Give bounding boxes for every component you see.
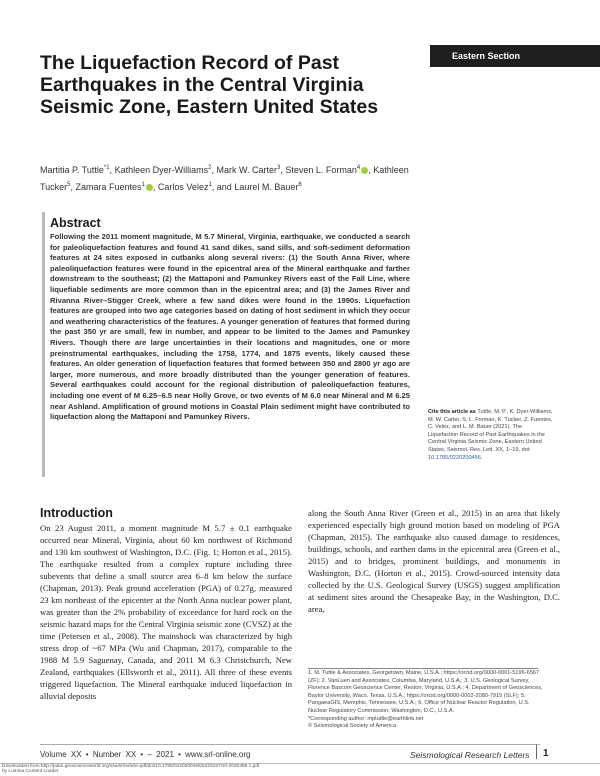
copyright: © Seismological Society of America <box>308 723 397 730</box>
author-name: Zamara Fuentes <box>75 181 142 192</box>
download-by: by Lumina Content Loader <box>2 769 59 775</box>
footer-divider <box>40 744 540 745</box>
author-affiliation-mark: 4 <box>356 165 361 171</box>
author-affiliation-mark: 2 <box>208 165 212 171</box>
author-affiliation-mark: 3 <box>276 165 281 171</box>
author-separator: , <box>368 165 374 175</box>
author-name: Martitia P. Tuttle <box>40 165 104 175</box>
author-affiliation-mark: 5 <box>67 181 71 188</box>
author-name: Kathleen Tucker <box>40 165 409 192</box>
author-name: Mark W. Carter <box>216 165 277 175</box>
citation-box <box>428 409 553 462</box>
journal-issue-info: Volume XX • Number XX • – 2021 • www.srl-online.org <box>40 750 251 759</box>
author-list <box>40 161 420 194</box>
section-label: Eastern Section <box>430 45 600 67</box>
introduction-heading: Introduction <box>40 506 113 520</box>
footnote-divider <box>308 668 538 669</box>
author-separator: , <box>70 181 76 192</box>
author-affiliation-mark: *1 <box>103 165 110 171</box>
download-url[interactable]: Downloaded from http://pubs.geoscienceworld.org/ssa/srl/article-pdf/doi/10.1785/0220200456/5323167/srl-2020456.1.pdf <box>2 764 260 769</box>
page-number-bar <box>536 745 537 759</box>
doi-link[interactable]: 10.1785/0220200456. <box>428 454 483 461</box>
author-separator: , <box>280 165 286 175</box>
author-affiliation-mark: 6 <box>298 181 302 188</box>
intro-column-2: along the South Anna River (Green et al., 2015) in an area that likely experienced especially high ground motion based on modeling of PGA (Chapman, 2015). The earthquake also caused damage to residences, buildings, schools, and earthen dams in the epicentral area (Green et al., 2015) and to bridges, prominent buildings, and monuments in Washington, D.C. (Horton et al., 2015). Crowd-sourced intensity data collected by the U.S. Geological Survey (USGS) suggest amplification at sediment sites around the Chesapeake Bay, in the Washington, D.C. area, <box>308 508 560 614</box>
author-name: Kathleen Dyer-Williams <box>114 165 209 175</box>
citation-label: Cite this article as <box>428 409 476 415</box>
citation-text: Tuttle, M. P., K. Dyer-Williams, M. W. Carter, S. L. Forman, K. Tucker, Z. Fuentes, C. Velez, and L. M. Bauer (2021). The Liquefaction Record of Past Earthquakes in the Central Virginia Seismic Zone, Eastern United States, Seismol. Res. Lett. XX, 1–19, <box>428 409 553 453</box>
author-separator: , <box>152 181 158 192</box>
footnotes <box>308 670 548 731</box>
author-affiliation-mark: 1 <box>141 181 145 188</box>
orcid-icon[interactable] <box>146 184 153 191</box>
page-number: 1 <box>543 748 549 759</box>
intro-column-1: On 23 August 2011, a moment magnitude M 5.7 ± 0.1 earthquake occurred near Mineral, Virginia, about 60 km northwest of Richmond and 130 km southwest of Washington, D.C. (Fig. 1; Horton et al., 2015). The earthquake resulted from a complex rupture including three subevents that define a small source area 6–8 km below the surface (Chapman, 2013). Peak ground acceleration (PGA) of 0.27g, measured 23 km northeast of the epicenter at the North Anna nuclear power plant, was greater than the 2% probability of exceedance for hard rock on the seismic hazard maps for the Central Virginia seismic zone (CVSZ) at the time (Petersen et al., 2008). The mainshock was characterized by high stress drop of ~67 MPa (Wu and Chapman, 2017), comparable to the 1988 M 5.9 Saguenay, Canada, and 2011 M 6.3 Christchurch, New Zealand, earthquakes (Ellsworth et al., 2011). All three of these events triggered liquefaction. The Mineral earthquake induced liquefaction in alluvial deposits <box>40 523 292 701</box>
affiliations: 1. M. Tuttle & Associates, Georgetown, Maine, U.S.A.; https://orcid.org/0000-0001-5196-6567 (ZF); 2. VanLuen and Associates, Columbia, Maryland, U.S.A.; 3. U.S. Geological Survey, Florence Bascom Geoscience Center, Reston, Virginia, U.S.A.; 4. Department of Geosciences, Baylor University, Waco, Texas, U.S.A.; https://orcid.org/0000-0002-2080-7915 (SLF); 5. PangaeaGIS, Memphis, Tennessee, U.S.A.; 6. Office of Nuclear Reactor Regulation, U.S. Nuclear Regulatory Commission, Washington, D.C., U.S.A. <box>308 670 543 714</box>
author-separator: , <box>211 165 217 175</box>
author-separator: , and <box>211 181 235 192</box>
author-name: Laurel M. Bauer <box>234 181 299 192</box>
article-title: The Liquefaction Record of Past Earthquakes in the Central Virginia Seismic Zone, Eastern United States <box>40 52 379 118</box>
author-affiliation-mark: 1 <box>208 181 212 188</box>
abstract-heading: Abstract <box>50 216 101 230</box>
abstract-text: Following the 2011 moment magnitude, M 5.7 Mineral, Virginia, earthquake, we conducted a search for paleoliquefaction features and found 41 sand dikes, sand sills, and soft-sediment deformation features at 24 sites exposed in cutbanks along several rivers: (1) the South Anna River, where paleoliquefaction features were found in the epicentral area of the Mineral earthquake and farther downstream to the southeast; (2) the Mattaponi and Pamunkey Rivers east of the Fall Line, where liquefiable sediments are more common than in the epicentral area; and (3) the James River and Rivanna River–Stigger Creek, where a few sand dikes were found in the 1990s. Liquefaction features are grouped into two age categories based on dating of host sediment in which they occur and weathering characteristics of the features. A younger generation of features that formed during the past 350 yr are small, few in number, and appear to be limited to the James and Pamunkey Rivers. Though there are large uncertainties in their locations and magnitudes, one or more preinstrumental earthquakes, including the 1758, 1774, and 1875 events, likely caused these features. An older generation of liquefaction features that formed between 350 and 2800 yr ago are larger, more numerous, and more broadly distributed than the younger generation of features. Several earthquakes could account for the regional distribution of paleoliquefaction features, including one event of M 6.25–6.5 near Holly Grove, or two events of M 6.0 near Mineral and M 6.25 near Ashland. Amplification of ground motions in Coastal Plain sediment might have contributed to liquefaction along the Mattaponi and Pamunkey Rivers. <box>50 232 410 422</box>
journal-name: Seismological Research Letters <box>410 750 530 760</box>
author-separator: , <box>109 165 115 175</box>
corresponding-author: *Corresponding author: mptuttle@earthlink.net <box>308 715 424 722</box>
download-notice <box>2 764 259 775</box>
author-name: Steven L. Forman <box>285 165 357 175</box>
author-name: Carlos Velez <box>157 181 209 192</box>
doi-label: doi: <box>521 446 531 453</box>
